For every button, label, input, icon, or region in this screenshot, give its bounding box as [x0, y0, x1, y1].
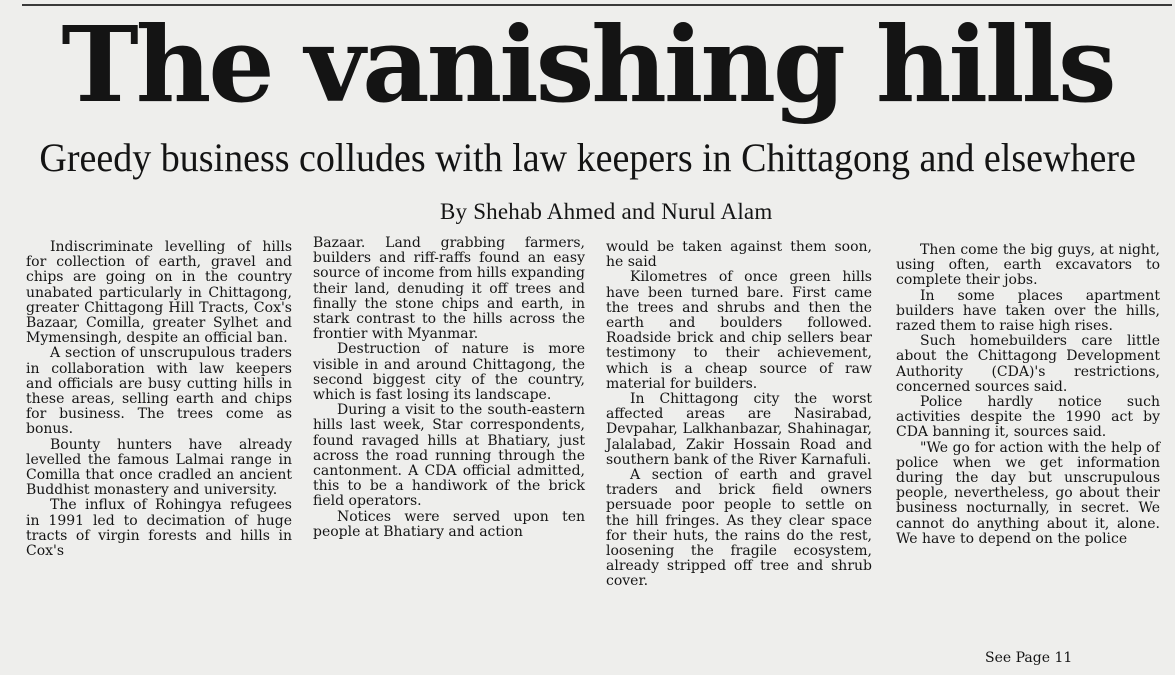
byline: By Shehab Ahmed and Nurul Alam [440, 199, 773, 224]
article-column-2 [313, 236, 585, 540]
paragraph: Indiscriminate levelling of hills for collection of earth, gravel and chips are going on in the country unabated particularly in Chittagong, greater Chittagong Hill Tracts, Cox's Bazaar, Comilla, greater Sylhet and Mymensingh, despite an official ban. [26, 239, 292, 347]
paragraph: The influx of Rohingya refugees in 1991 led to decimation of huge tracts of virgin forests and hills in Cox's [26, 497, 292, 560]
paragraph: A section of unscrupulous traders in collaboration with law keepers and officials are busy cutting hills in these areas, selling earth and chips for business. The trees come as bonus. [26, 345, 292, 438]
paragraph: would be taken against them soon, he said [606, 239, 872, 271]
paragraph: Bazaar. Land grabbing farmers, builders and riff-raffs found an easy source of income from hills expanding their land, denuding it off trees and finally the stone chips and earth, in stark contrast to the hills across the frontier with Myanmar. [313, 235, 585, 343]
continuation-note: See Page 11 [985, 650, 1073, 666]
article-column-3 [606, 240, 872, 590]
paragraph: "We go for action with the help of police when we get information during the day but unscrupulous people, nevertheless, go about their business nocturnally, in secret. We cannot do anything about it, alone. We have to depend on the police [896, 439, 1160, 547]
paragraph: In Chittagong city the worst affected areas are Nasirabad, Devpahar, Lalkhanbazar, Shahinagar, Jalalabad, Zakir Hossain Road and southern bank of the River Karnafuli. [606, 391, 872, 468]
subheadline: Greedy business colludes with law keepers in Chittagong and elsewhere [39, 135, 1136, 180]
article-column-4 [896, 243, 1160, 547]
paragraph: Bounty hunters have already levelled the famous Lalmai range in Comilla that once cradled an ancient Buddhist monastery and university. [26, 436, 292, 499]
paragraph: Destruction of nature is more visible in and around Chittagong, the second biggest city of the country, which is fast losing its landscape. [313, 341, 585, 404]
paragraph: Such homebuilders care little about the Chittagong Development Authority (CDA)'s restrictions, concerned sources said. [896, 333, 1160, 395]
paragraph: Notices were served upon ten people at Bhatiary and action [313, 508, 585, 540]
paragraph: A section of earth and gravel traders and brick field owners persuade poor people to settle on the hill fringes. As they clear space for their huts, the rains do the rest, loosening the fragile ecosystem, already stripped off tree and shrub cover. [606, 467, 872, 590]
headline: The vanishing hills [61, 3, 1114, 126]
paragraph: During a visit to the south-eastern hills last week, Star correspondents, found ravaged hills at Bhatiary, just across the road running through the cantonment. A CDA official admitted, this to be a handiwork of the brick field operators. [313, 402, 585, 510]
paragraph: Police hardly notice such activities despite the 1990 act by CDA banning it, sources said. [896, 394, 1160, 441]
paragraph: Then come the big guys, at night, using often, earth excavators to complete their jobs. [896, 242, 1160, 289]
paragraph: In some places apartment builders have taken over the hills, razed them to raise high rises. [896, 287, 1160, 335]
paragraph: Kilometres of once green hills have been turned bare. First came the trees and shrubs and then the earth and boulders followed. Roadside brick and chip sellers bear testimony to their achievement, which is a cheap source of raw material for builders. [606, 269, 872, 392]
article-column-1 [26, 240, 292, 559]
